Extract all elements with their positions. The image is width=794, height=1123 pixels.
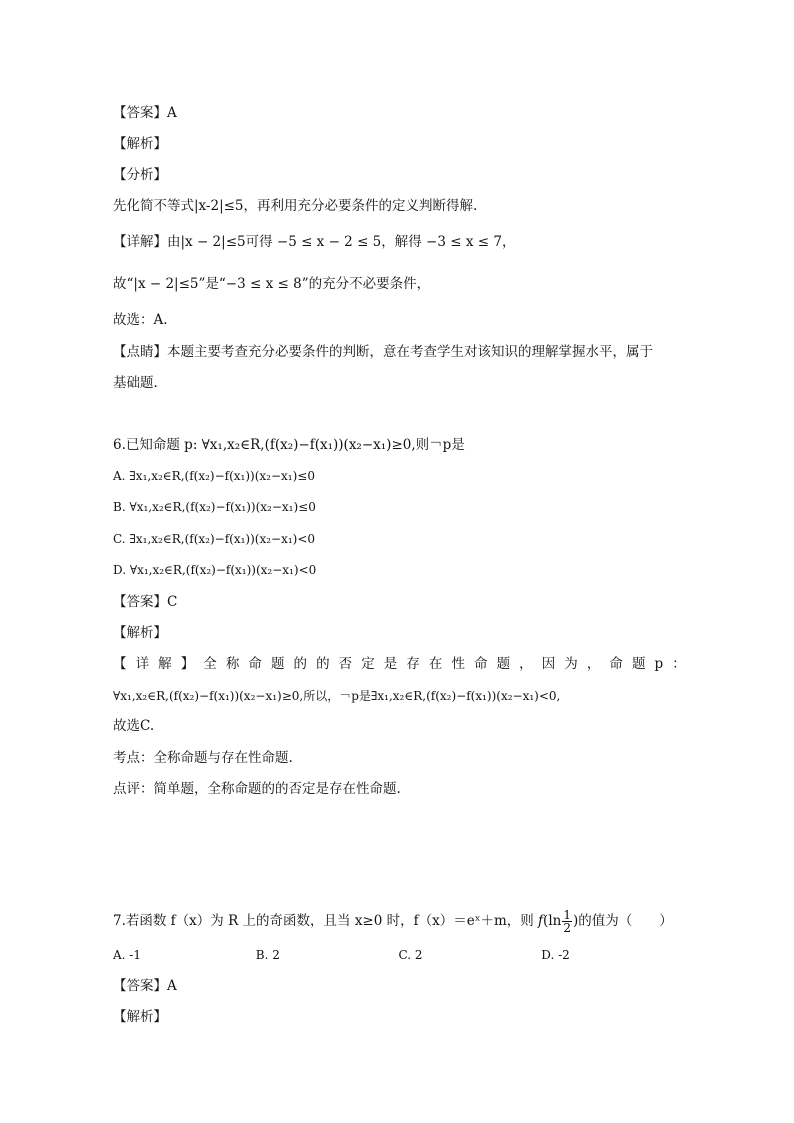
- q6-stem: 6.已知命题 p: ∀x₁,x₂∈R,(f(x₂)−f(x₁))(x₂−x₁)≥0,则￢p是: [113, 437, 465, 453]
- q5-fenxi-text: 先化简不等式|x-2|≤5，再利用充分必要条件的定义判断得解.: [113, 198, 478, 214]
- q7-option-c: C. 2: [398, 948, 423, 962]
- q7-option-b: B. 2: [255, 948, 280, 962]
- q6-dianping: 点评：简单题，全称命题的的否定是存在性命题.: [113, 781, 401, 797]
- q7-option-d: D. -2: [541, 948, 570, 962]
- q7-stem-f: f: [538, 913, 544, 929]
- q6-detail-char: 否: [338, 656, 353, 672]
- q7-stem-part1: 7.若函数 f（x）为 R 上的奇函数，且当 x≥0 时，f（x）＝eˣ＋m，则: [113, 913, 534, 929]
- q6-detail-char: 命: [474, 656, 488, 672]
- q5-comment-line2: 基础题.: [113, 375, 158, 391]
- q6-detail-char: 命: [609, 656, 623, 672]
- q7-fraction-numerator: 1: [563, 908, 571, 922]
- q6-detail-line1: [113, 655, 686, 673]
- q6-detail-char: 为: [564, 656, 578, 672]
- q6-detail-char: 题: [270, 656, 285, 672]
- q6-detail-char: 命: [248, 656, 262, 672]
- q6-detail-char: 解: [158, 656, 172, 672]
- q6-option-d: D. ∀x₁,x₂∈R,(f(x₂)−f(x₁))(x₂−x₁)<0: [113, 563, 317, 577]
- q6-option-b: B. ∀x₁,x₂∈R,(f(x₂)−f(x₁))(x₂−x₁)≤0: [113, 500, 316, 514]
- q5-comment-line1: 【点睛】本题主要考查充分必要条件的判断，意在考查学生对该知识的理解掌握水平，属于: [113, 344, 653, 360]
- q6-detail-char: 详: [135, 656, 150, 672]
- q6-detail-char: 全: [203, 656, 217, 672]
- q6-detail-char: 是: [383, 656, 398, 672]
- q6-detail-char: p: [654, 656, 664, 672]
- q6-detail-char: 】: [180, 656, 195, 672]
- q7-stem-ln: (ln: [543, 913, 562, 929]
- q5-choose: 故选：A.: [113, 312, 168, 328]
- q5-analysis-heading: 【解析】: [113, 136, 167, 152]
- q6-detail-char: 的: [293, 656, 307, 672]
- q6-detail-char: 的: [316, 656, 330, 672]
- q7-options: [113, 946, 684, 964]
- q6-detail-line3: 故选C.: [113, 718, 155, 734]
- q6-detail-line2: ∀x₁,x₂∈R,(f(x₂)−f(x₁))(x₂−x₁)≥0,所以，￢p是∃x₁,x₂∈R,(f(x₂)−f(x₁))(x₂−x₁)<0,: [113, 689, 561, 703]
- q7-stem-fraction: [562, 909, 572, 934]
- q7-fraction-denominator: 2: [563, 921, 571, 935]
- q6-detail-char: 存: [406, 656, 420, 672]
- q6-kaodian: 考点：全称命题与存在性命题.: [113, 750, 293, 766]
- q6-option-c: C. ∃x₁,x₂∈R,(f(x₂)−f(x₁))(x₂−x₁)<0: [113, 532, 316, 546]
- q6-detail-char: ，: [586, 656, 601, 672]
- q6-analysis-heading: 【解析】: [113, 625, 167, 641]
- q5-answer: 【答案】A: [113, 105, 177, 121]
- q5-conclusion: 故“|x − 2|≤5”是“−3 ≤ x ≤ 8”的充分不必要条件，: [113, 276, 431, 292]
- q6-detail-char: ：: [672, 656, 686, 672]
- q6-detail-char: 题: [496, 656, 511, 672]
- q7-stem: [113, 909, 684, 934]
- q6-detail-char: ，: [519, 656, 533, 672]
- q6-option-a: A. ∃x₁,x₂∈R,(f(x₂)−f(x₁))(x₂−x₁)≤0: [113, 469, 315, 483]
- q5-fenxi-heading: 【分析】: [113, 167, 167, 183]
- q7-stem-part2: 的值为（ ）: [578, 913, 673, 929]
- q6-detail-char: 称: [225, 656, 240, 672]
- q7-stem-close: ): [572, 913, 579, 929]
- q6-detail-char: 性: [451, 656, 465, 672]
- q6-answer: 【答案】C: [113, 594, 178, 610]
- q7-answer: 【答案】A: [113, 978, 177, 994]
- q7-option-a: A. -1: [113, 948, 141, 962]
- q6-detail-char: 在: [428, 656, 443, 672]
- q6-detail-char: 【: [113, 656, 127, 672]
- q6-detail-char: 因: [541, 656, 556, 672]
- q6-detail-char: 题: [631, 656, 646, 672]
- q7-analysis-heading: 【解析】: [113, 1009, 167, 1025]
- q5-detail: 【详解】由|x − 2|≤5可得 −5 ≤ x − 2 ≤ 5，解得 −3 ≤ x ≤ 7，: [113, 234, 516, 250]
- q6-detail-char: 定: [361, 656, 375, 672]
